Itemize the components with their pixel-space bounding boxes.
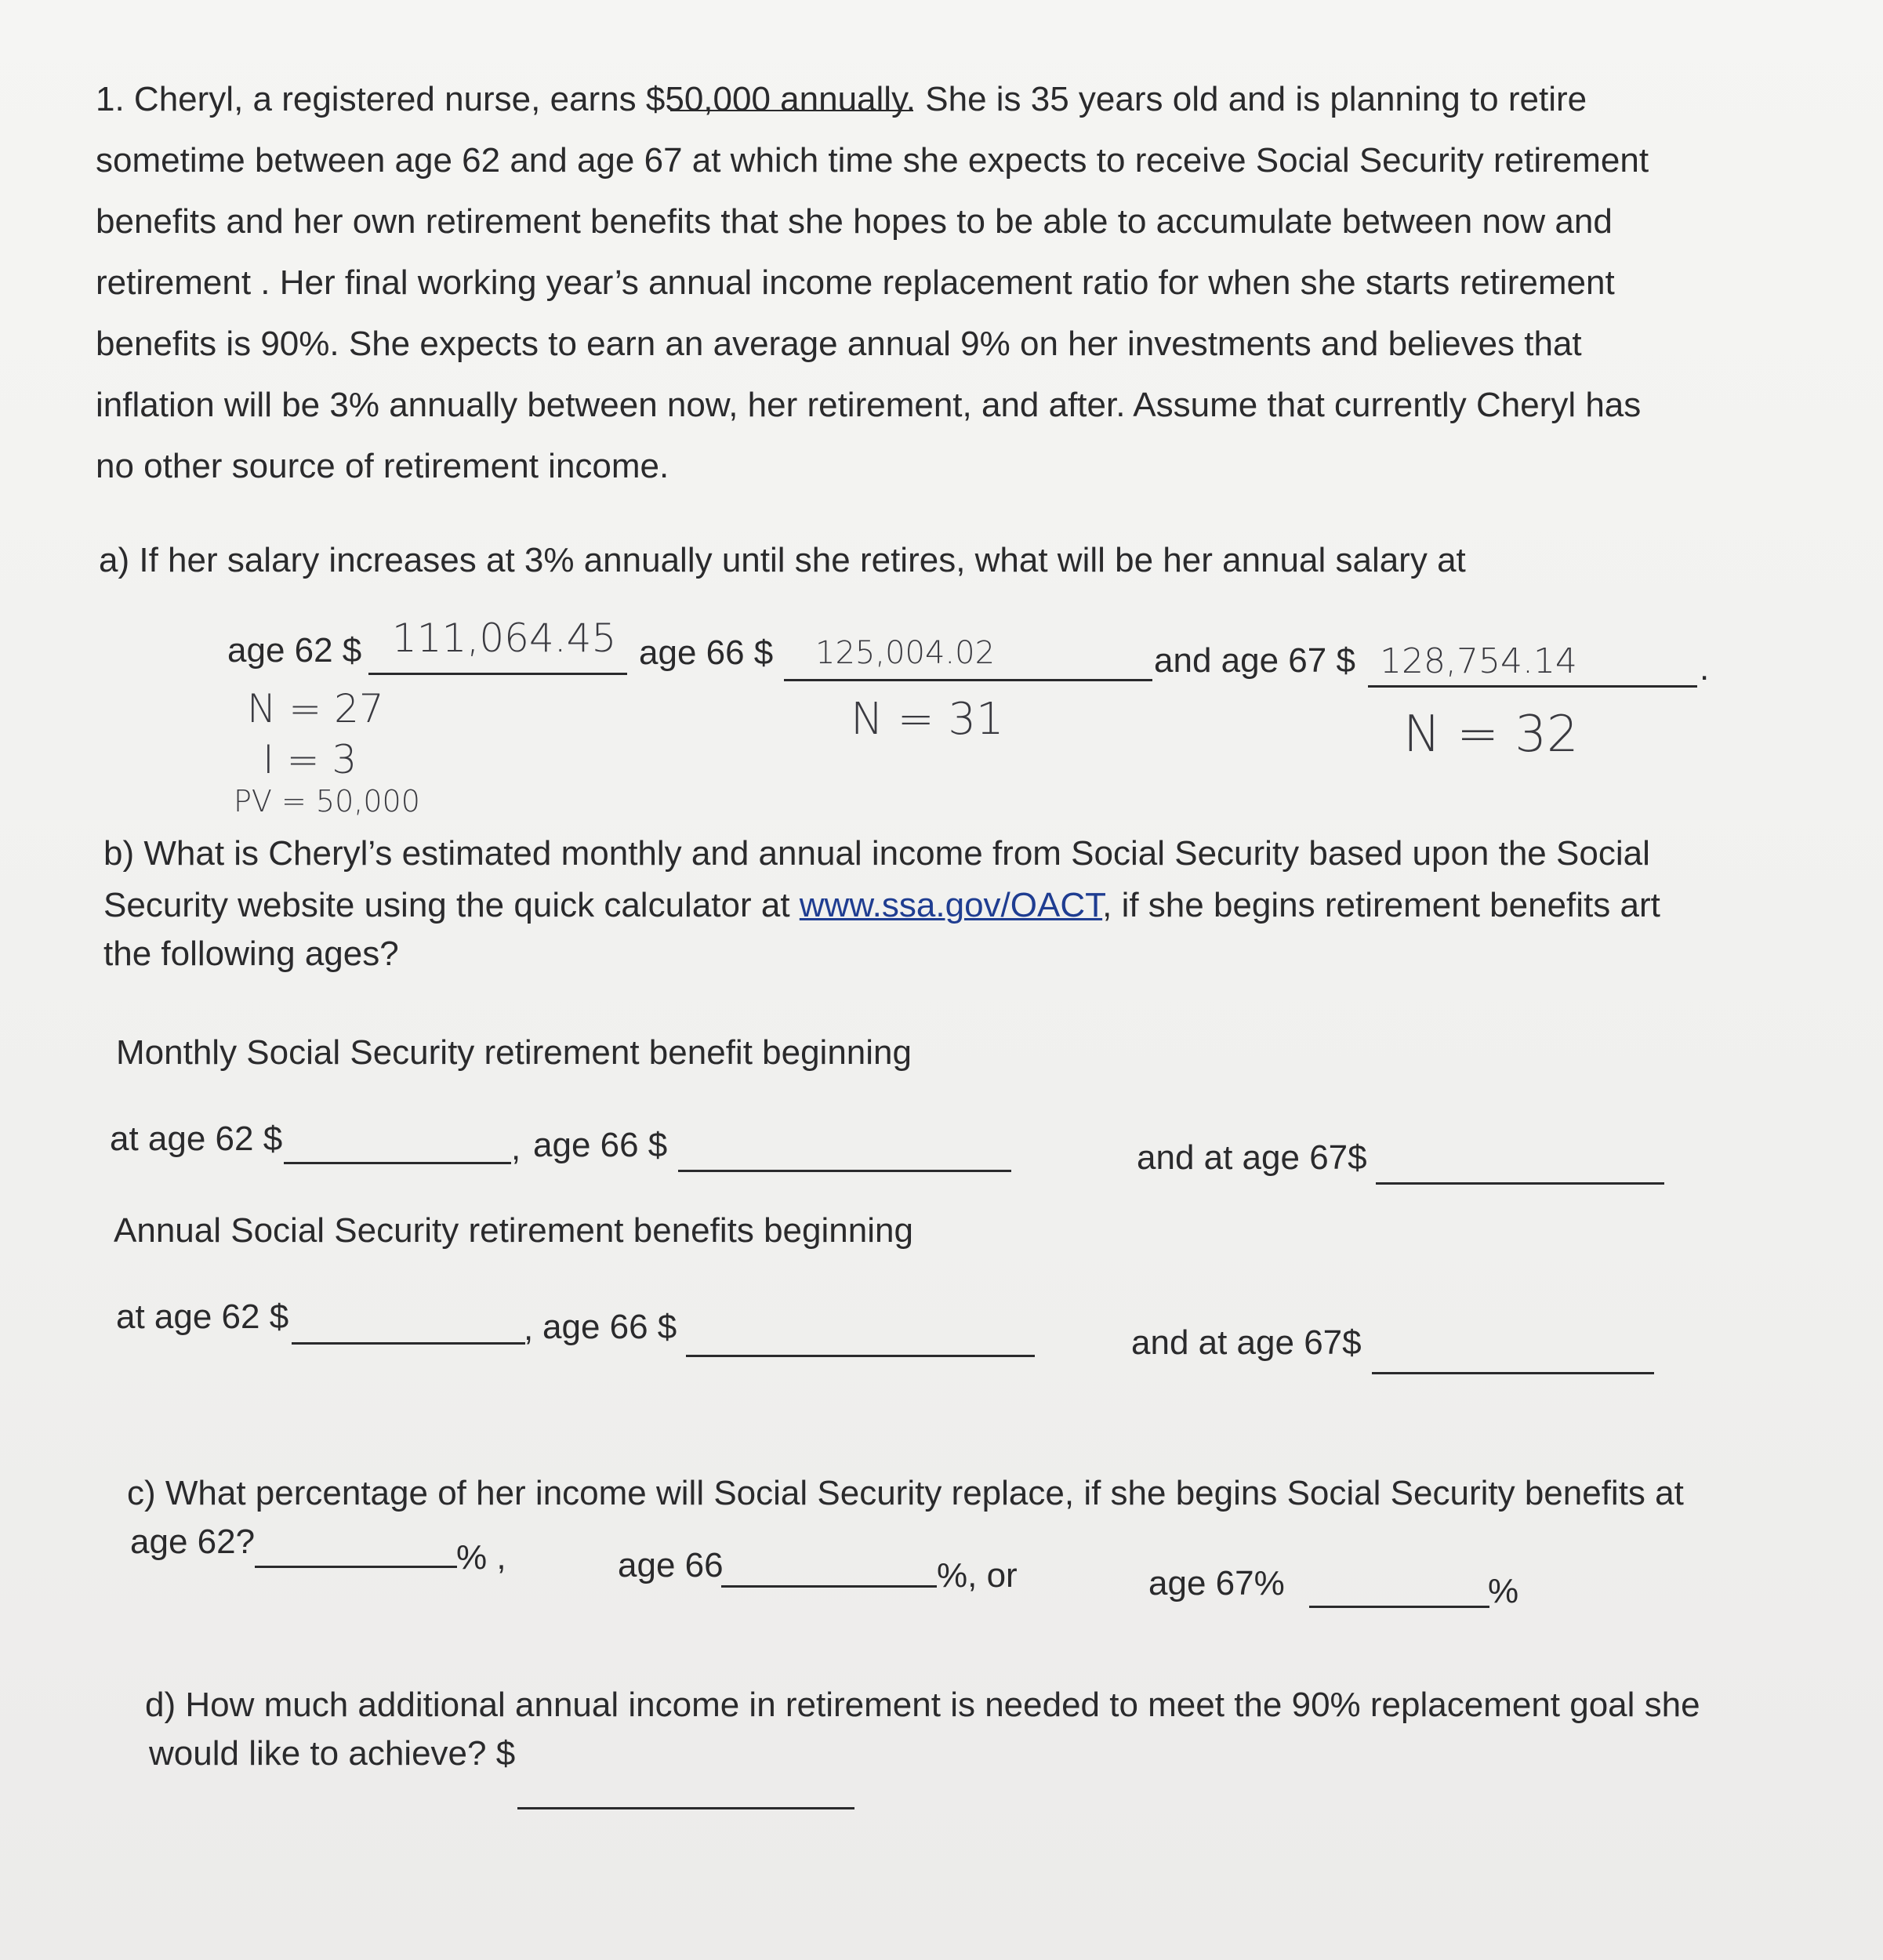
- part-c-age-62-label: age 62?: [130, 1523, 256, 1561]
- work-i-3: I = 3: [263, 737, 357, 782]
- annual-heading: Annual Social Security retirement benefits beginning: [114, 1211, 913, 1250]
- intro-line-2: sometime between age 62 and age 67 at which time she expects to receive Social Security retirement: [96, 141, 1649, 180]
- monthly-blank-67[interactable]: [1376, 1182, 1664, 1185]
- part-b-prompt-line2: Security website using the quick calculator at www.ssa.gov/OACT, if she begins retirement benefits art: [103, 886, 1660, 924]
- part-c-pct-66: %, or: [937, 1556, 1018, 1595]
- part-d-prompt-line1: d) How much additional annual income in retirement is needed to meet the 90% replacement goal she: [145, 1686, 1700, 1724]
- monthly-at-62-label: at age 62 $: [110, 1120, 283, 1158]
- question-intro: [96, 69, 1820, 497]
- annual-age-66-label: age 66 $: [542, 1308, 677, 1346]
- part-d-prompt-line2: would like to achieve? $: [149, 1734, 516, 1773]
- part-c-blank-67[interactable]: [1309, 1606, 1489, 1608]
- part-c-age-67-label: age 67%: [1148, 1564, 1285, 1602]
- answer-salary-67: 128,754.14: [1380, 641, 1577, 681]
- intro-line-7: no other source of retirement income.: [96, 447, 669, 485]
- monthly-blank-62[interactable]: [284, 1162, 511, 1164]
- part-c-prompt: c) What percentage of her income will Social Security replace, if she begins Social Security benefits at: [127, 1474, 1684, 1512]
- salary-underline: [670, 110, 913, 111]
- annual-blank-66[interactable]: [686, 1355, 1035, 1357]
- intro-line-5: benefits is 90%. She expects to earn an average annual 9% on her investments and believes that: [96, 325, 1582, 363]
- answer-salary-62: 111,064.45: [392, 615, 617, 661]
- monthly-age-66-label: age 66 $: [533, 1126, 668, 1164]
- work-pv: PV = 50,000: [234, 784, 420, 818]
- part-a-blank-66[interactable]: [784, 679, 1152, 681]
- part-a-label-62: age 62 $: [227, 631, 362, 670]
- part-c-pct-67: %: [1488, 1572, 1519, 1610]
- annual-blank-67[interactable]: [1372, 1372, 1654, 1374]
- part-a-period: .: [1700, 649, 1710, 688]
- part-d-blank[interactable]: [517, 1807, 854, 1809]
- part-c-age-66-label: age 66: [618, 1546, 724, 1584]
- monthly-blank-66[interactable]: [678, 1170, 1011, 1172]
- intro-line-1: 1. Cheryl, a registered nurse, earns $50,000 annually. She is 35 years old and is planning to retire: [96, 80, 1587, 118]
- part-c-blank-62[interactable]: [255, 1566, 457, 1568]
- annual-at-67-label: and at age 67$: [1131, 1323, 1362, 1362]
- annual-at-62-label: at age 62 $: [116, 1298, 289, 1336]
- intro-line-6: inflation will be 3% annually between now, her retirement, and after. Assume that currently Cheryl has: [96, 386, 1642, 424]
- annual-comma: ,: [524, 1309, 534, 1348]
- work-n-31: N = 31: [851, 694, 1004, 745]
- part-a-blank-62[interactable]: [368, 673, 627, 675]
- part-c-pct-62: % ,: [456, 1538, 506, 1577]
- work-n-32: N = 32: [1403, 706, 1579, 764]
- work-n-27: N = 27: [247, 686, 384, 731]
- intro-line-3: benefits and her own retirement benefits that she hopes to be able to accumulate between now and: [96, 202, 1613, 241]
- monthly-at-67-label: and at age 67$: [1137, 1138, 1367, 1177]
- annual-blank-62[interactable]: [292, 1342, 525, 1345]
- part-a-label-67: and age 67 $: [1154, 641, 1355, 680]
- monthly-heading: Monthly Social Security retirement benefit beginning: [116, 1033, 912, 1072]
- part-b-prompt-line1: b) What is Cheryl’s estimated monthly and annual income from Social Security based upon the Social: [103, 834, 1650, 873]
- monthly-comma: ,: [511, 1129, 521, 1167]
- ssa-link[interactable]: www.ssa.gov/OACT: [799, 886, 1103, 924]
- part-a-blank-67[interactable]: [1368, 685, 1697, 688]
- intro-line-4: retirement . Her final working year’s annual income replacement ratio for when she starts retirement: [96, 263, 1615, 302]
- part-a-label-66: age 66 $: [639, 633, 774, 672]
- part-a-prompt: a) If her salary increases at 3% annually until she retires, what will be her annual salary at: [99, 541, 1466, 579]
- answer-salary-66: 125,004.02: [815, 635, 996, 671]
- part-b-prompt-line3: the following ages?: [103, 935, 399, 973]
- part-c-blank-66[interactable]: [721, 1585, 937, 1588]
